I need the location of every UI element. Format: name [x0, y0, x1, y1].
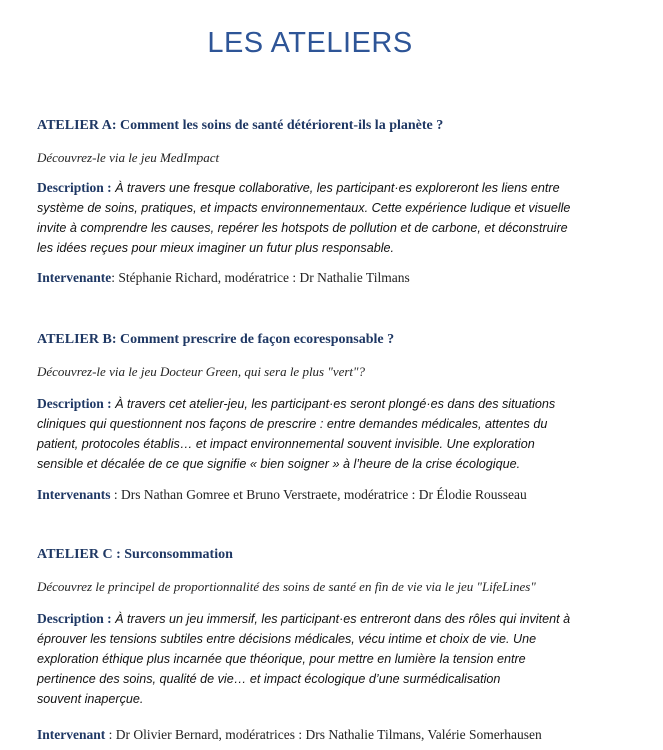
atelier-b-subtitle: Découvrez-le via le jeu Docteur Green, qui sera le plus "vert"?: [37, 364, 365, 379]
description-line: À travers une fresque collaborative, les participant·es exploreront les liens entre: [115, 181, 560, 195]
description-line: pertinence des soins, qualité de vie… et impact écologique d’une surmédicalisation: [37, 672, 501, 686]
speakers-label: Intervenants: [37, 487, 111, 502]
description-line: invite à comprendre les causes, repérer les hotspots de pollution et de carbone, et déconstruire: [37, 221, 568, 235]
description-line: souvent inaperçue.: [37, 692, 144, 706]
description-label: Description :: [37, 396, 112, 411]
atelier-c-description: [37, 609, 593, 709]
description-line: À travers un jeu immersif, les participant·es entreront dans des rôles qui invitent à: [115, 612, 571, 626]
atelier-b-speakers: [37, 487, 527, 503]
description-line: exploration éthique plus incarnée que théorique, pour mettre en lumière la tension entre: [37, 652, 526, 666]
atelier-a-speakers: [37, 270, 410, 286]
description-line: éprouver les tensions subtiles entre décisions médicales, vécu intime et choix de vie. Une: [37, 632, 537, 646]
description-label: Description :: [37, 611, 112, 626]
description-line: sensible et décalée de ce que signifie « bien soigner » à l’heure de la crise écologique.: [37, 457, 521, 471]
speakers-separator: :: [111, 270, 116, 285]
description-line: patient, protocoles établis… et impact environnemental souvent invisible. Une exploration: [37, 437, 535, 451]
page-title: LES ATELIERS: [207, 27, 413, 59]
description-line: les idées reçues pour mieux imaginer un futur plus responsable.: [37, 241, 395, 255]
speakers-label: Intervenante: [37, 270, 112, 285]
atelier-b-heading: ATELIER B: Comment prescrire de façon ecoresponsable ?: [37, 332, 395, 347]
description-line: cliniques qui questionnent nos façons de prescrire : entre demandes médicales, attentes du: [37, 417, 548, 431]
atelier-c-heading: ATELIER C : Surconsommation: [37, 547, 233, 562]
atelier-b-description: [37, 394, 593, 474]
speakers-text: Dr Olivier Bernard, modératrices : Drs Nathalie Tilmans, Valérie Somerhausen: [115, 727, 542, 742]
atelier-a-subtitle: Découvrez-le via le jeu MedImpact: [37, 150, 220, 165]
speakers-separator: :: [108, 727, 113, 742]
atelier-a-description: [37, 178, 593, 258]
speakers-text: Drs Nathan Gomree et Bruno Verstraete, modératrice : Dr Élodie Rousseau: [121, 487, 527, 502]
description-label: Description :: [37, 180, 112, 195]
atelier-c-speakers: [37, 727, 542, 743]
description-line: À travers cet atelier-jeu, les participant·es seront plongé·es dans des situations: [115, 397, 556, 411]
description-line: système de soins, pratiques, et impacts environnementaux. Cette expérience ludique et visuelle: [37, 201, 571, 215]
speakers-separator: :: [113, 487, 118, 502]
atelier-c-subtitle: Découvrez le principel de proportionnalité des soins de santé en fin de vie via le jeu "LifeLines": [37, 579, 536, 594]
speakers-label: Intervenant: [37, 727, 106, 742]
atelier-a-heading: ATELIER A: Comment les soins de santé détériorent-ils la planète ?: [37, 118, 444, 133]
speakers-text: Stéphanie Richard, modératrice : Dr Nathalie Tilmans: [118, 270, 410, 285]
